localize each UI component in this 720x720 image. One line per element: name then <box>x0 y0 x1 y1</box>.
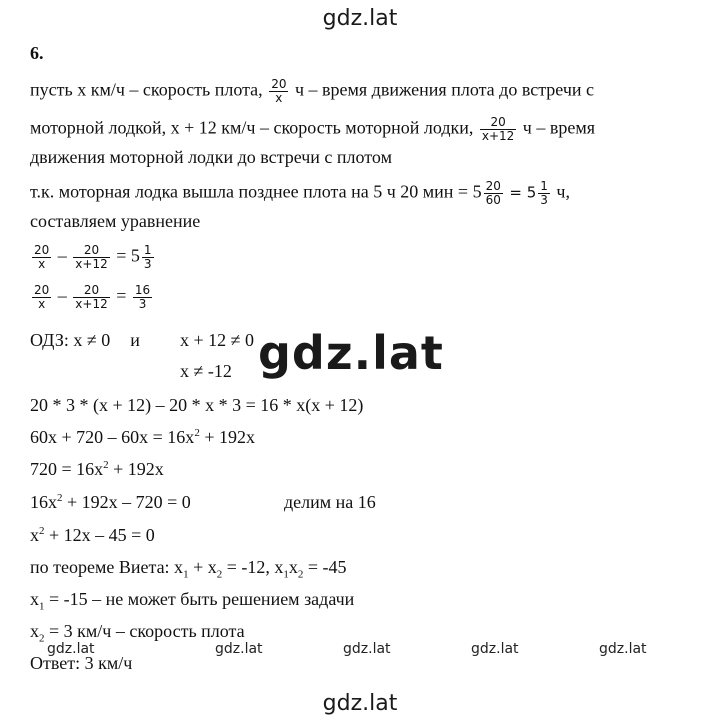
watermark-row-item: gdz.lat <box>215 641 263 657</box>
fraction: $\frac{20}{60}$ <box>485 179 501 207</box>
watermark-row-item: gdz.lat <box>343 641 391 657</box>
problem-number: 6. <box>30 43 44 63</box>
step-line: $720 = 16x^2 + 192x$ <box>30 459 164 479</box>
watermark-row-item: gdz.lat <box>599 641 647 657</box>
text-line: движения моторной лодки до встречи с плотом <box>30 147 392 167</box>
fraction: $\frac{20}{x+12}$ <box>75 283 108 311</box>
text-line: моторной лодкой, x + 12 км/ч – скорость моторной лодки, $\frac{20}{x+12}$ ч – время <box>30 115 596 143</box>
fraction: $\frac{1}{3}$ <box>540 179 548 207</box>
equation-line: $\frac{20}{x}$ – $\frac{20}{x+12}$ = 5 $\frac{1}{3}$ <box>34 243 152 271</box>
fraction: $\frac{20}{x}$ <box>271 77 287 105</box>
watermark-bottom: gdz.lat <box>322 691 398 716</box>
watermark-row-item: gdz.lat <box>471 641 519 657</box>
watermark-row-item: gdz.lat <box>47 641 95 657</box>
fraction: $\frac{16}{3}$ <box>134 283 151 311</box>
step-line: $x^2 + 12x - 45 = 0$ <box>30 525 155 545</box>
step-line: $60x + 720 - 60x = 16x^2 + 192x$ <box>30 427 255 447</box>
step-line: 20 * 3 * (x + 12) – 20 * x * 3 = 16 * x(x + 12) <box>30 395 364 415</box>
odz-condition: x + 12 ≠ 0 <box>180 330 255 350</box>
watermark-center: gdz.lat <box>258 326 444 380</box>
root-line: $x_2 = 3$ км/ч – скорость плота <box>30 621 245 645</box>
fraction: $\frac{1}{3}$ <box>143 243 152 271</box>
equation-line: $\frac{20}{x}$ – $\frac{20}{x+12}$ = $\frac{16}{3}$ <box>34 283 151 311</box>
fraction: $\frac{20}{x}$ <box>34 283 50 311</box>
text-line: составляем уравнение <box>30 211 201 231</box>
step-note: делим на 16 <box>284 492 376 512</box>
answer: Ответ: 3 км/ч <box>30 653 133 673</box>
fraction: $\frac{20}{x+12}$ <box>75 243 108 271</box>
fraction: $\frac{20}{x+12}$ <box>481 115 515 143</box>
text-line: пусть x км/ч – скорость плота, $\frac{20}{x}$ ч – время движения плота до встречи с <box>30 77 594 105</box>
fraction: $\frac{20}{x}$ <box>34 243 50 271</box>
step-line: $16x^2 + 192x - 720 = 0$ <box>30 492 191 512</box>
vieta-line: по теореме Виета: $x_1 + x_2 = -12$, $x_1x_2 = -45$ <box>30 557 347 581</box>
odz-condition: x ≠ -12 <box>180 361 232 381</box>
root-line: $x_1 = -15$ – не может быть решением задачи <box>30 589 355 613</box>
odz-line: ОДЗ: x ≠ 0 и <box>30 330 140 350</box>
watermark-top: gdz.lat <box>322 6 398 31</box>
text-line: т.к. моторная лодка вышла позднее плота на 5 ч 20 мин = 5 $\frac{20}{60}$ = 5 $\frac{1}{3}$ ч, <box>30 179 570 207</box>
